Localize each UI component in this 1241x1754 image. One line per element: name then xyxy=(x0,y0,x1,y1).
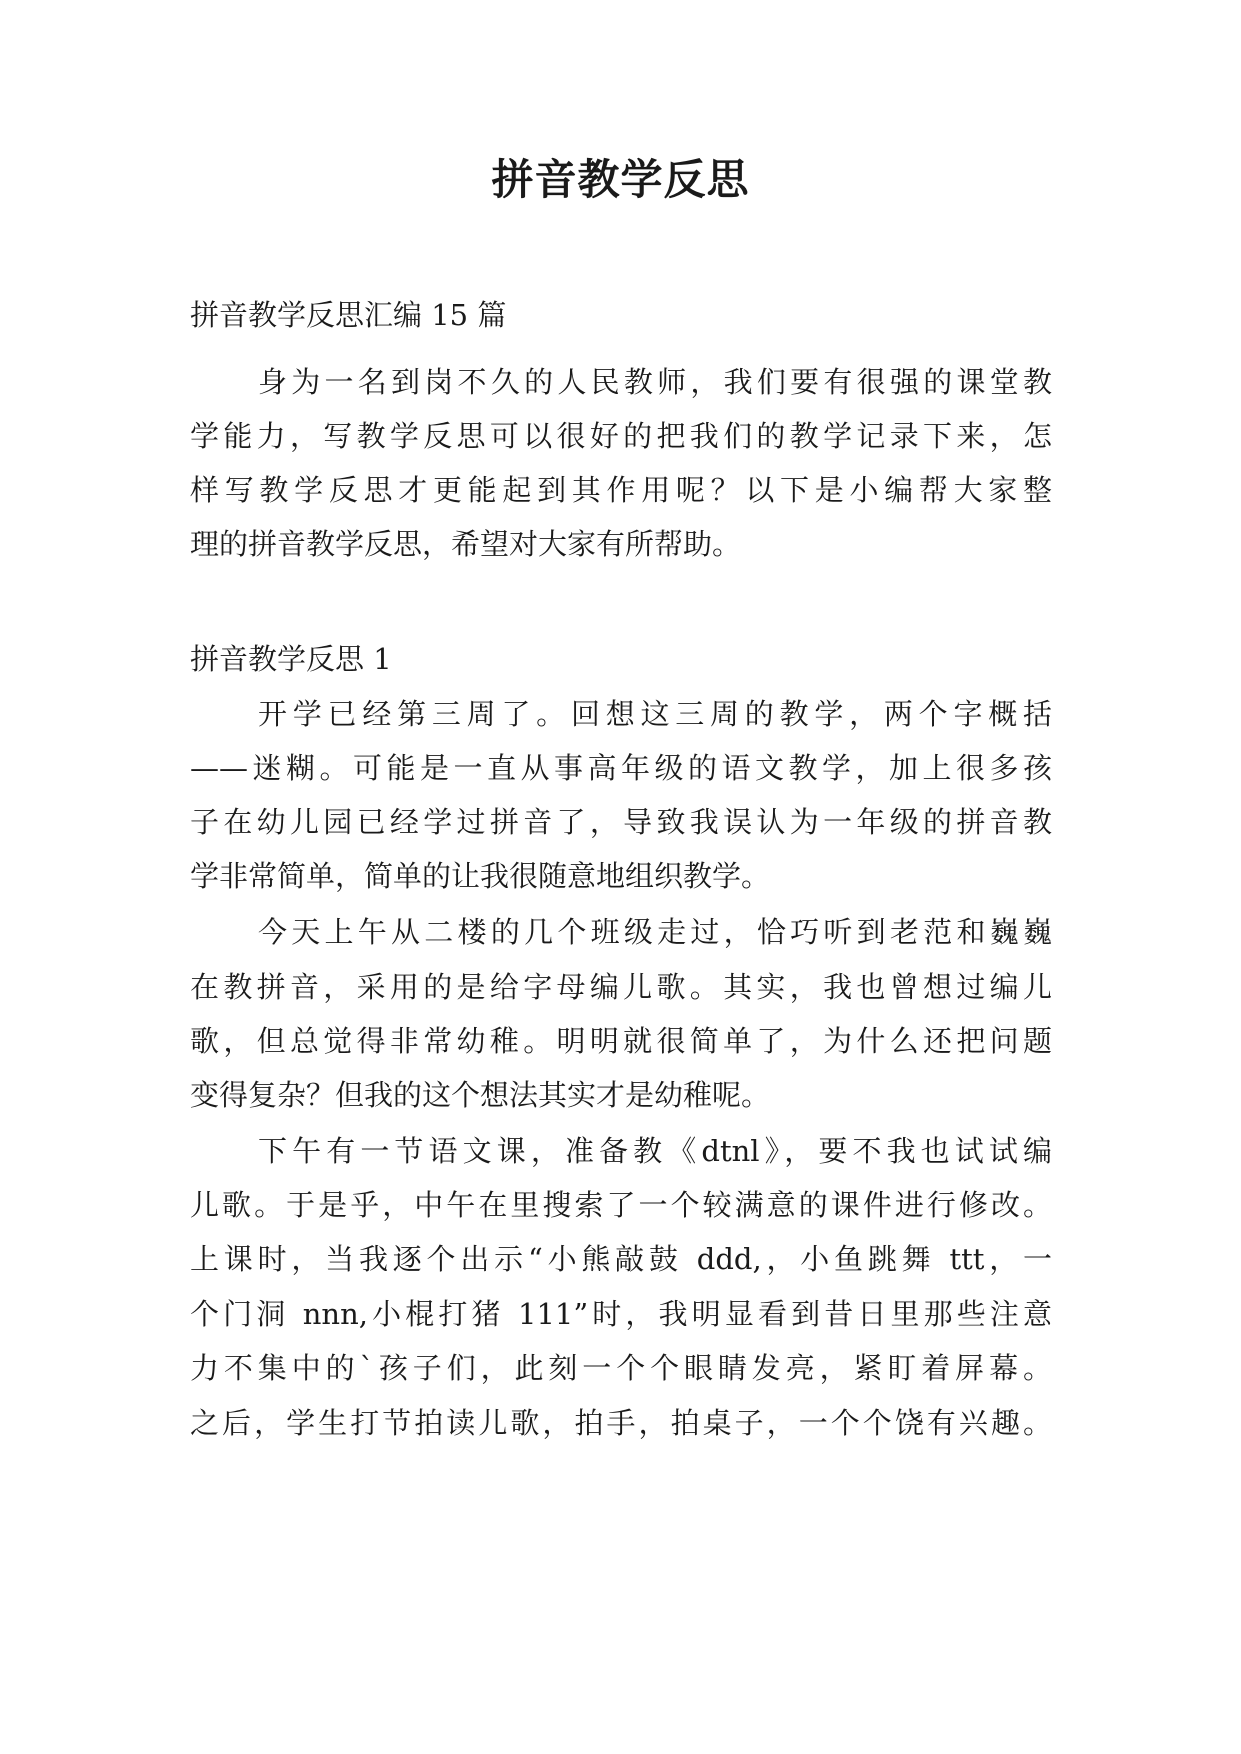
paragraph-line: 学非常简单，简单的让我很随意地组织教学。 xyxy=(190,859,771,893)
intro-line: 样写教学反思才更能起到其作用呢？以下是小编帮大家整 xyxy=(190,473,1052,507)
paragraph-line: 歌，但总觉得非常幼稚。明明就很简单了，为什么还把问题 xyxy=(190,1024,1052,1058)
paragraph-line: 开学已经第三周了。回想这三周的教学，两个字概括 xyxy=(258,697,1052,731)
paragraph-line: 变得复杂？但我的这个想法其实才是幼稚呢。 xyxy=(190,1078,771,1112)
paragraph-line: 儿歌。于是乎，中午在里搜索了一个较满意的课件进行修改。 xyxy=(190,1188,1052,1222)
paragraph-line: 之后，学生打节拍读儿歌，拍手，拍桌子，一个个饶有兴趣。 xyxy=(190,1406,1052,1440)
document-subtitle: 拼音教学反思汇编 15 篇 xyxy=(190,298,507,332)
paragraph-line: 个门洞 nnn,小棍打猪 111”时，我明显看到昔日里那些注意 xyxy=(190,1297,1052,1331)
paragraph-line: 今天上午从二楼的几个班级走过，恰巧听到老范和巍巍 xyxy=(258,915,1052,949)
paragraph-line: 上课时，当我逐个出示“小熊敲鼓 ddd,，小鱼跳舞 ttt，一 xyxy=(190,1242,1052,1276)
paragraph-line: 子在幼儿园已经学过拼音了，导致我误认为一年级的拼音教 xyxy=(190,805,1052,839)
intro-line: 身为一名到岗不久的人民教师，我们要有很强的课堂教 xyxy=(258,365,1052,399)
paragraph-line: 力不集中的`孩子们，此刻一个个眼睛发亮，紧盯着屏幕。 xyxy=(190,1351,1052,1385)
paragraph-line: ——迷糊。可能是一直从事高年级的语文教学，加上很多孩 xyxy=(190,751,1052,785)
page-title: 拼音教学反思 xyxy=(491,155,750,204)
intro-line: 学能力，写教学反思可以很好的把我们的教学记录下来，怎 xyxy=(190,419,1052,453)
paragraph-line: 在教拼音，采用的是给字母编儿歌。其实，我也曾想过编儿 xyxy=(190,970,1052,1004)
intro-line: 理的拼音教学反思，希望对大家有所帮助。 xyxy=(190,527,742,561)
section-heading: 拼音教学反思 1 xyxy=(190,642,392,676)
paragraph-line: 下午有一节语文课，准备教《dtnl》，要不我也试试编 xyxy=(258,1134,1052,1168)
